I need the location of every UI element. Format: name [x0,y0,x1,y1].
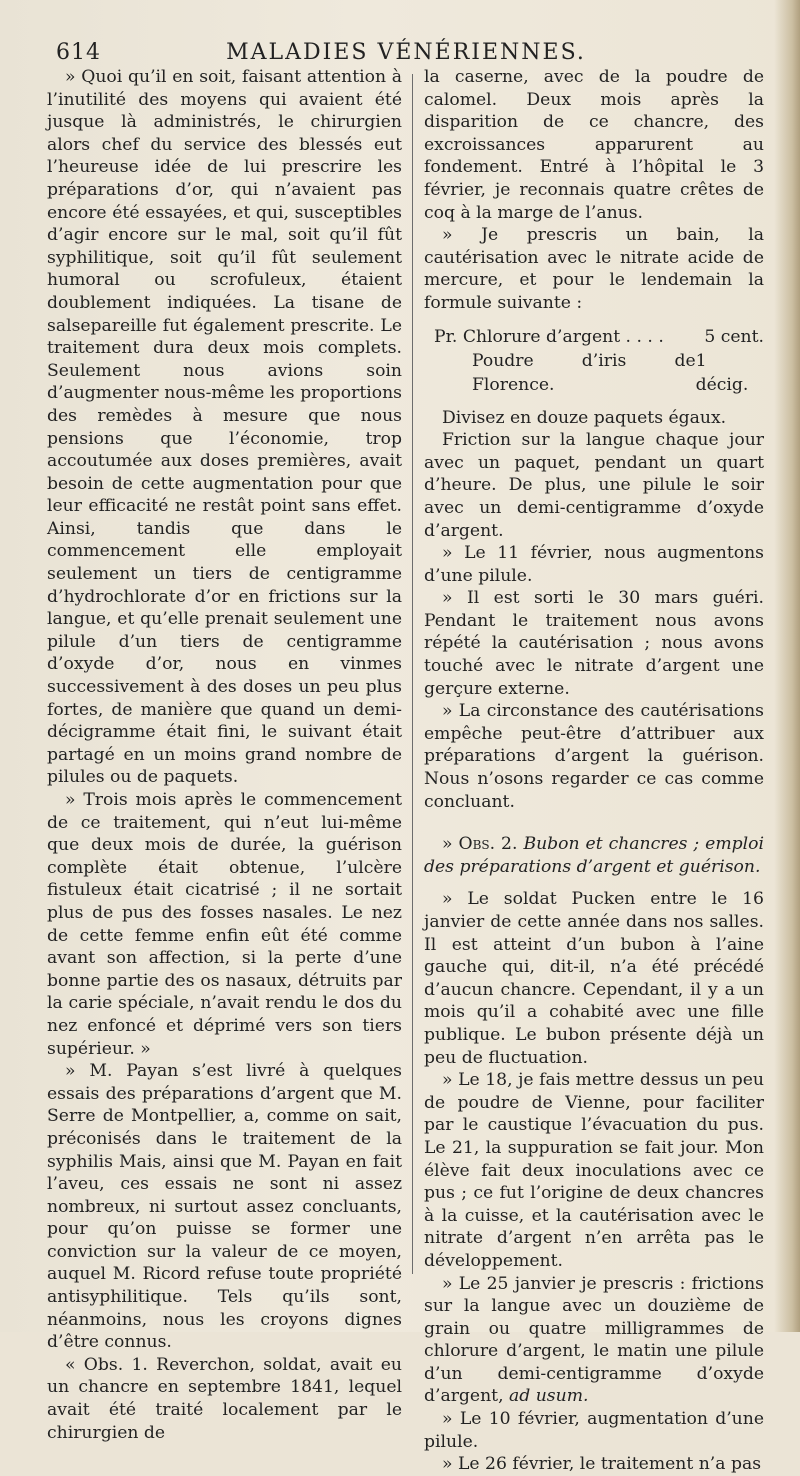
left-column [47,66,402,1444]
observation-heading [424,833,764,878]
latin-phrase: ad usum. [509,1386,589,1407]
running-title: MALADIES VÉNÉRIENNES. [226,40,586,65]
page-number: 614 [56,40,101,65]
paragraph: » Le soldat Pucken entre le 16 janvier de cette année dans nos salles. Il est atteint d’un bubon à l’aine gauche qui, dit-il, n’a été précédé d’aucun chancre. Cependant, il y a un mois qu’il a cohabité avec une fille publique. Le bubon présente déjà un peu de fluctuation. [424,889,764,1068]
paragraph: la caserne, avec de la poudre de calomel. Deux mois après la disparition de ce chancre, des excroissances apparurent au fondement. Entré à l’hôpital le 3 février, je reconnais quatre crêtes de coq à la marge de l’anus. [424,67,764,223]
paragraph: » Le 10 février, augmentation d’une pilule. [424,1409,764,1452]
paragraph: » Le 18, je fais mettre dessus un peu de poudre de Vienne, pour faciliter par le caustique l’évacuation du pus. Le 21, la suppuration se fait jour. Mon élève fait deux inoculations avec ce pus ; ce fut l’origine de deux chancres à la cuisse, et la cautérisation avec le nitrate d’argent n’en arrêta pas le développement. [424,1070,764,1271]
paragraph [424,1273,764,1409]
paragraph: Friction sur la langue chaque jour avec un paquet, pendant un quart d’heure. De plus, une pilule le soir avec un demi-centigramme d’oxyde d’argent. [424,430,764,541]
prescription-line [424,349,764,397]
paragraph-text: » Le 25 janvier je prescris : frictions sur la langue avec un douzième de grain ou quatre milligrammes de chlorure d’argent, le matin une pilule d’un demi-centigramme d’oxyde d’argent, [424,1273,764,1407]
ingredient-dose: 5 cent. [704,326,764,347]
paragraph-observation-1: « Obs. 1. Reverchon, soldat, avait eu un chancre en septembre 1841, lequel avait été traité localement par le chirurgien de [47,1354,402,1443]
ingredient-name: Poudre d’iris de Florence. [472,350,696,395]
observation-title: Bubon et chancres ; emploi des préparations d’argent et guérison. [424,834,764,877]
paragraph: » M. Payan s’est livré à quelques essais des préparations d’argent que M. Serre de Montpellier, a, comme on sait, préconisés dans le traitement de la syphilis Mais, ainsi que M. Payan en fait l’aveu, ces essais ne sont ni assez nombreux, ni surtout assez concluants, pour qu’on puisse se former une conviction sur la valeur de ce moyen, auquel M. Ricord refuse toute propriété antisyphilitique. Tels qu’ils sont, néanmoins, nous les croyons dignes d’être connus. [47,1061,402,1353]
page-edge-shadow [774,0,800,1332]
ingredient-dose: 1 décig. [695,350,749,395]
prescription-formula [424,325,764,397]
paragraph: Divisez en douze paquets égaux. [442,407,727,428]
right-column [424,66,764,1476]
paragraph: » Trois mois après le commencement de ce traitement, qui n’eut lui-même que deux mois de durée, la guérison complète était obtenue, l’ulcère fistuleux était cicatrisé ; il ne sortait plus de pus des fosses nasales. Le nez de cette femme enfin eût été comme avant son affection, si la perte d’une bonne partie des os nasaux, détruits par la carie spéciale, n’avait rendu le dos du nez enfoncé et déprimé vers son tiers supérieur. » [47,790,402,1059]
paragraph: » La circonstance des cautérisations empêche peut-être d’attribuer aux préparations d’argent la guérison. Nous n’osons regarder ce cas comme concluant. [424,701,764,812]
paragraph: » Je prescris un bain, la cautérisation avec le nitrate acide de mercure, et pour le lendemain la formule suivante : [424,225,764,313]
observation-number: » Obs. 2. [442,834,518,855]
paragraph: » Quoi qu’il en soit, faisant attention à l’inutilité des moyens qui avaient été jusque là administrés, le chirurgien alors chef du service des blessés eut l’heureuse idée de lui prescrire les préparations d’or, qui n’avaient pas encore été essayées, et qui, susceptibles d’agir encore sur le mal, soit qu’il fût syphilitique, soit qu’il fût seulement humoral ou scrofuleux, étaient doublement indiquées. La tisane de salsepareille fut également prescrite. Le traitement dura deux mois complets. Seulement nous avions soin d’augmenter nous-même les proportions des remèdes à mesure que nous pensions que l’économie, trop accoutumée aux doses premières, avait besoin de cette augmentation pour que leur efficacité ne restât point sans effet. Ainsi, tandis que dans le commencement elle employait seulement un tiers de centigramme d’hydrochlorate d’or en frictions sur la langue, et qu’elle prenait seulement une pilule d’un tiers de centigramme d’oxyde d’or, nous en vinmes successivement à des doses un peu plus fortes, de manière que quand un demi-décigramme était fini, le suivant était partagé en un moins grand nombre de pilules ou de paquets. [47,67,402,788]
ingredient-name: Pr. Chlorure d’argent . . . . [434,326,664,347]
prescription-line [424,325,764,349]
column-divider [412,74,413,1274]
paragraph: » Le 26 février, le traitement n’a pas [442,1454,762,1475]
paragraph: » Le 11 février, nous augmentons d’une pilule. [424,543,764,586]
paragraph: » Il est sorti le 30 mars guéri. Pendant le traitement nous avons répété la cautérisation ; nous avons touché avec le nitrate d’argent une gerçure externe. [424,588,764,699]
